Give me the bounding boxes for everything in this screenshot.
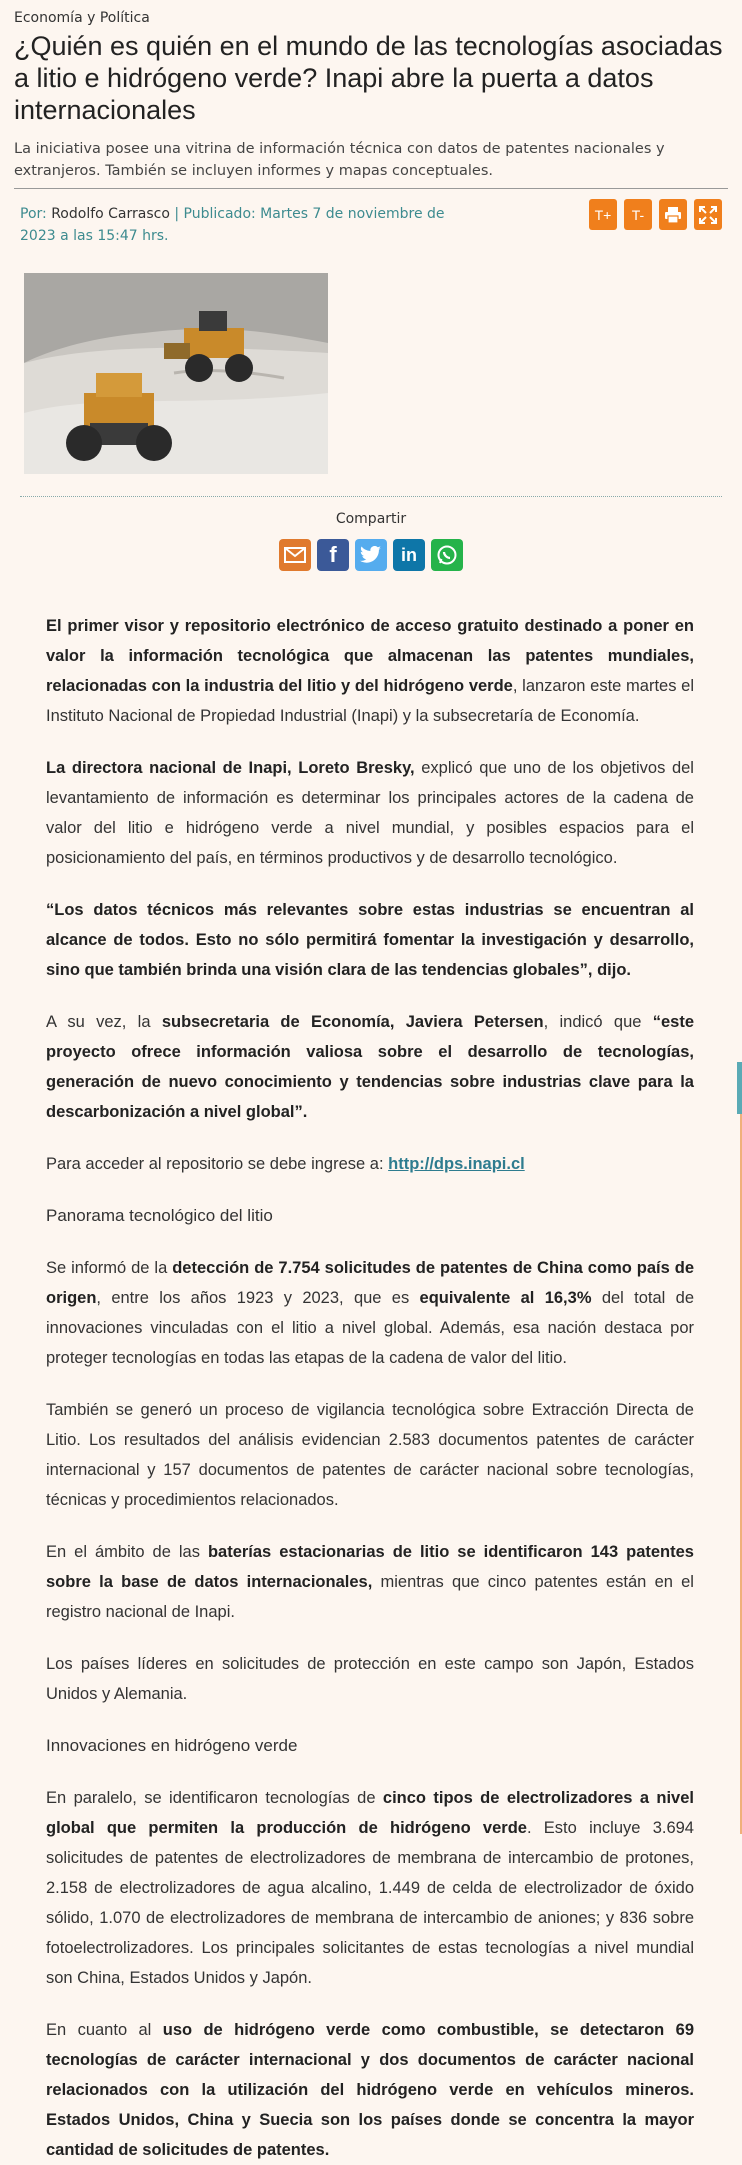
text-tools <box>589 199 722 230</box>
meta-row <box>14 199 728 247</box>
side-panel-tab[interactable] <box>737 1062 742 1114</box>
section-heading-litio: Panorama tecnológico del litio <box>46 1206 273 1225</box>
twitter-share-button[interactable] <box>355 539 387 571</box>
article-meta <box>20 199 480 247</box>
section-label[interactable]: Economía y Política <box>14 10 150 26</box>
paragraph: La directora nacional de Inapi, Loreto Bresky, explicó que uno de los objetivos del levantamiento de información es determinar los principales actores de la cadena de valor del litio e hidrógeno verde a nivel mundial, y posibles espacios para el posicionamiento del país, en términos productivos y de desarrollo tecnológico. <box>46 759 694 867</box>
facebook-icon: f <box>329 542 337 567</box>
paragraph: También se generó un proceso de vigilancia tecnológica sobre Extracción Directa de Litio. Los resultados del análisis evidencian 2.583 documentos patentes de carácter internacional y 157 documentos de patentes de carácter nacional sobre tecnologías, técnicas y procedimientos relacionados. <box>46 1401 694 1509</box>
decrease-text-button[interactable]: T- <box>624 199 652 230</box>
paragraph: A su vez, la subsecretaria de Economía, Javiera Petersen, indicó que “este proyecto ofrece información valiosa sobre el desarrollo de tecnologías, generación de nuevo conocimiento y tendencias sobre industrias clave para la descarbonización a nivel global”. <box>46 1013 695 1121</box>
paragraph: En el ámbito de las baterías estacionarias de litio se identificaron 143 patentes sobre la base de datos internacionales, mientras que cinco patentes están en el registro nacional de Inapi. <box>46 1543 694 1621</box>
paragraph: En paralelo, se identificaron tecnologías de cinco tipos de electrolizadores a nivel global que permiten la producción de hidrógeno verde. Esto incluye 3.694 solicitudes de patentes de electrolizadores de membrana de intercambio de protones, 2.158 de electrolizadores de agua alcalino, 1.449 de celda de electrolizador de óxido sólido, 1.070 de electrolizadores de membrana de intercambio de aniones; y 836 sobre fotoelectrolizadores. Los principales solicitantes de estas tecnologías a nivel mundial son China, Estados Unidos y Japón. <box>46 1789 694 1987</box>
author-link[interactable]: Rodolfo Carrasco <box>51 206 170 222</box>
section-heading-hidrogeno: Innovaciones en hidrógeno verde <box>46 1736 298 1755</box>
by-label: Por: <box>20 206 47 222</box>
whatsapp-icon <box>436 544 458 566</box>
share-icons <box>14 539 728 571</box>
publish-date: | Publicado: Martes 7 de noviembre de 2023 a las 15:47 hrs. <box>20 206 445 244</box>
share-label: Compartir <box>335 511 407 527</box>
whatsapp-share-button[interactable] <box>431 539 463 571</box>
photo-illustration <box>24 273 328 474</box>
repository-link[interactable]: http://dps.inapi.cl <box>388 1155 525 1173</box>
paragraph: Los países líderes en solicitudes de protección en este campo son Japón, Estados Unidos y Alemania. <box>46 1655 694 1703</box>
email-icon <box>284 547 306 563</box>
paragraph: El primer visor y repositorio electrónico de acceso gratuito destinado a poner en valor la información tecnológica que almacenan las patentes mundiales, relacionadas con la industria del litio y del hidrógeno verde, lanzaron este martes el Instituto Nacional de Propiedad Industrial (Inapi) y la subsecretaría de Economía. <box>46 617 695 725</box>
paragraph: Se informó de la detección de 7.754 solicitudes de patentes de China como país de origen, entre los años 1923 y 2023, que es equivalente al 16,3% del total de innovaciones vinculadas con el litio a nivel global. Además, esa nación destaca por proteger tecnologías en todas las etapas de la cadena de valor del litio. <box>46 1259 695 1367</box>
paragraph: En cuanto al uso de hidrógeno verde como combustible, se detectaron 69 tecnologías de carácter internacional y dos documentos de carácter nacional relacionados con la utilización del hidrógeno verde en vehículos mineros. Estados Unidos, China y Suecia son los países donde se concentra la mayor cantidad de solicitudes de patentes. <box>46 2021 694 2159</box>
fullscreen-button[interactable] <box>694 199 722 230</box>
share-divider <box>20 496 722 497</box>
linkedin-share-button[interactable] <box>393 539 425 571</box>
article-photo[interactable] <box>24 273 328 474</box>
twitter-icon <box>360 546 382 564</box>
article-body <box>0 611 742 2165</box>
facebook-share-button[interactable] <box>317 539 349 571</box>
article-title: ¿Quién es quién en el mundo de las tecnologías asociadas a litio e hidrógeno verde? Inapi abre la puerta a datos internacionales <box>14 31 723 125</box>
paragraph: “Los datos técnicos más relevantes sobre estas industrias se encuentran al alcance de todos. Esto no sólo permitirá fomentar la investigación y desarrollo, sino que también brinda una visión clara de las tendencias globales”, dijo. <box>46 901 694 979</box>
print-icon <box>664 206 682 224</box>
article-subtitle: La iniciativa posee una vitrina de información técnica con datos de patentes nacionales y extranjeros. También se incluyen informes y mapas conceptuales. <box>14 141 665 179</box>
fullscreen-icon <box>699 206 717 224</box>
paragraph: Para acceder al repositorio se debe ingrese a: http://dps.inapi.cl <box>46 1155 525 1173</box>
linkedin-icon: in <box>401 544 417 565</box>
email-share-button[interactable] <box>279 539 311 571</box>
divider <box>14 188 728 189</box>
increase-text-button[interactable]: T+ <box>589 199 617 230</box>
print-button[interactable] <box>659 199 687 230</box>
